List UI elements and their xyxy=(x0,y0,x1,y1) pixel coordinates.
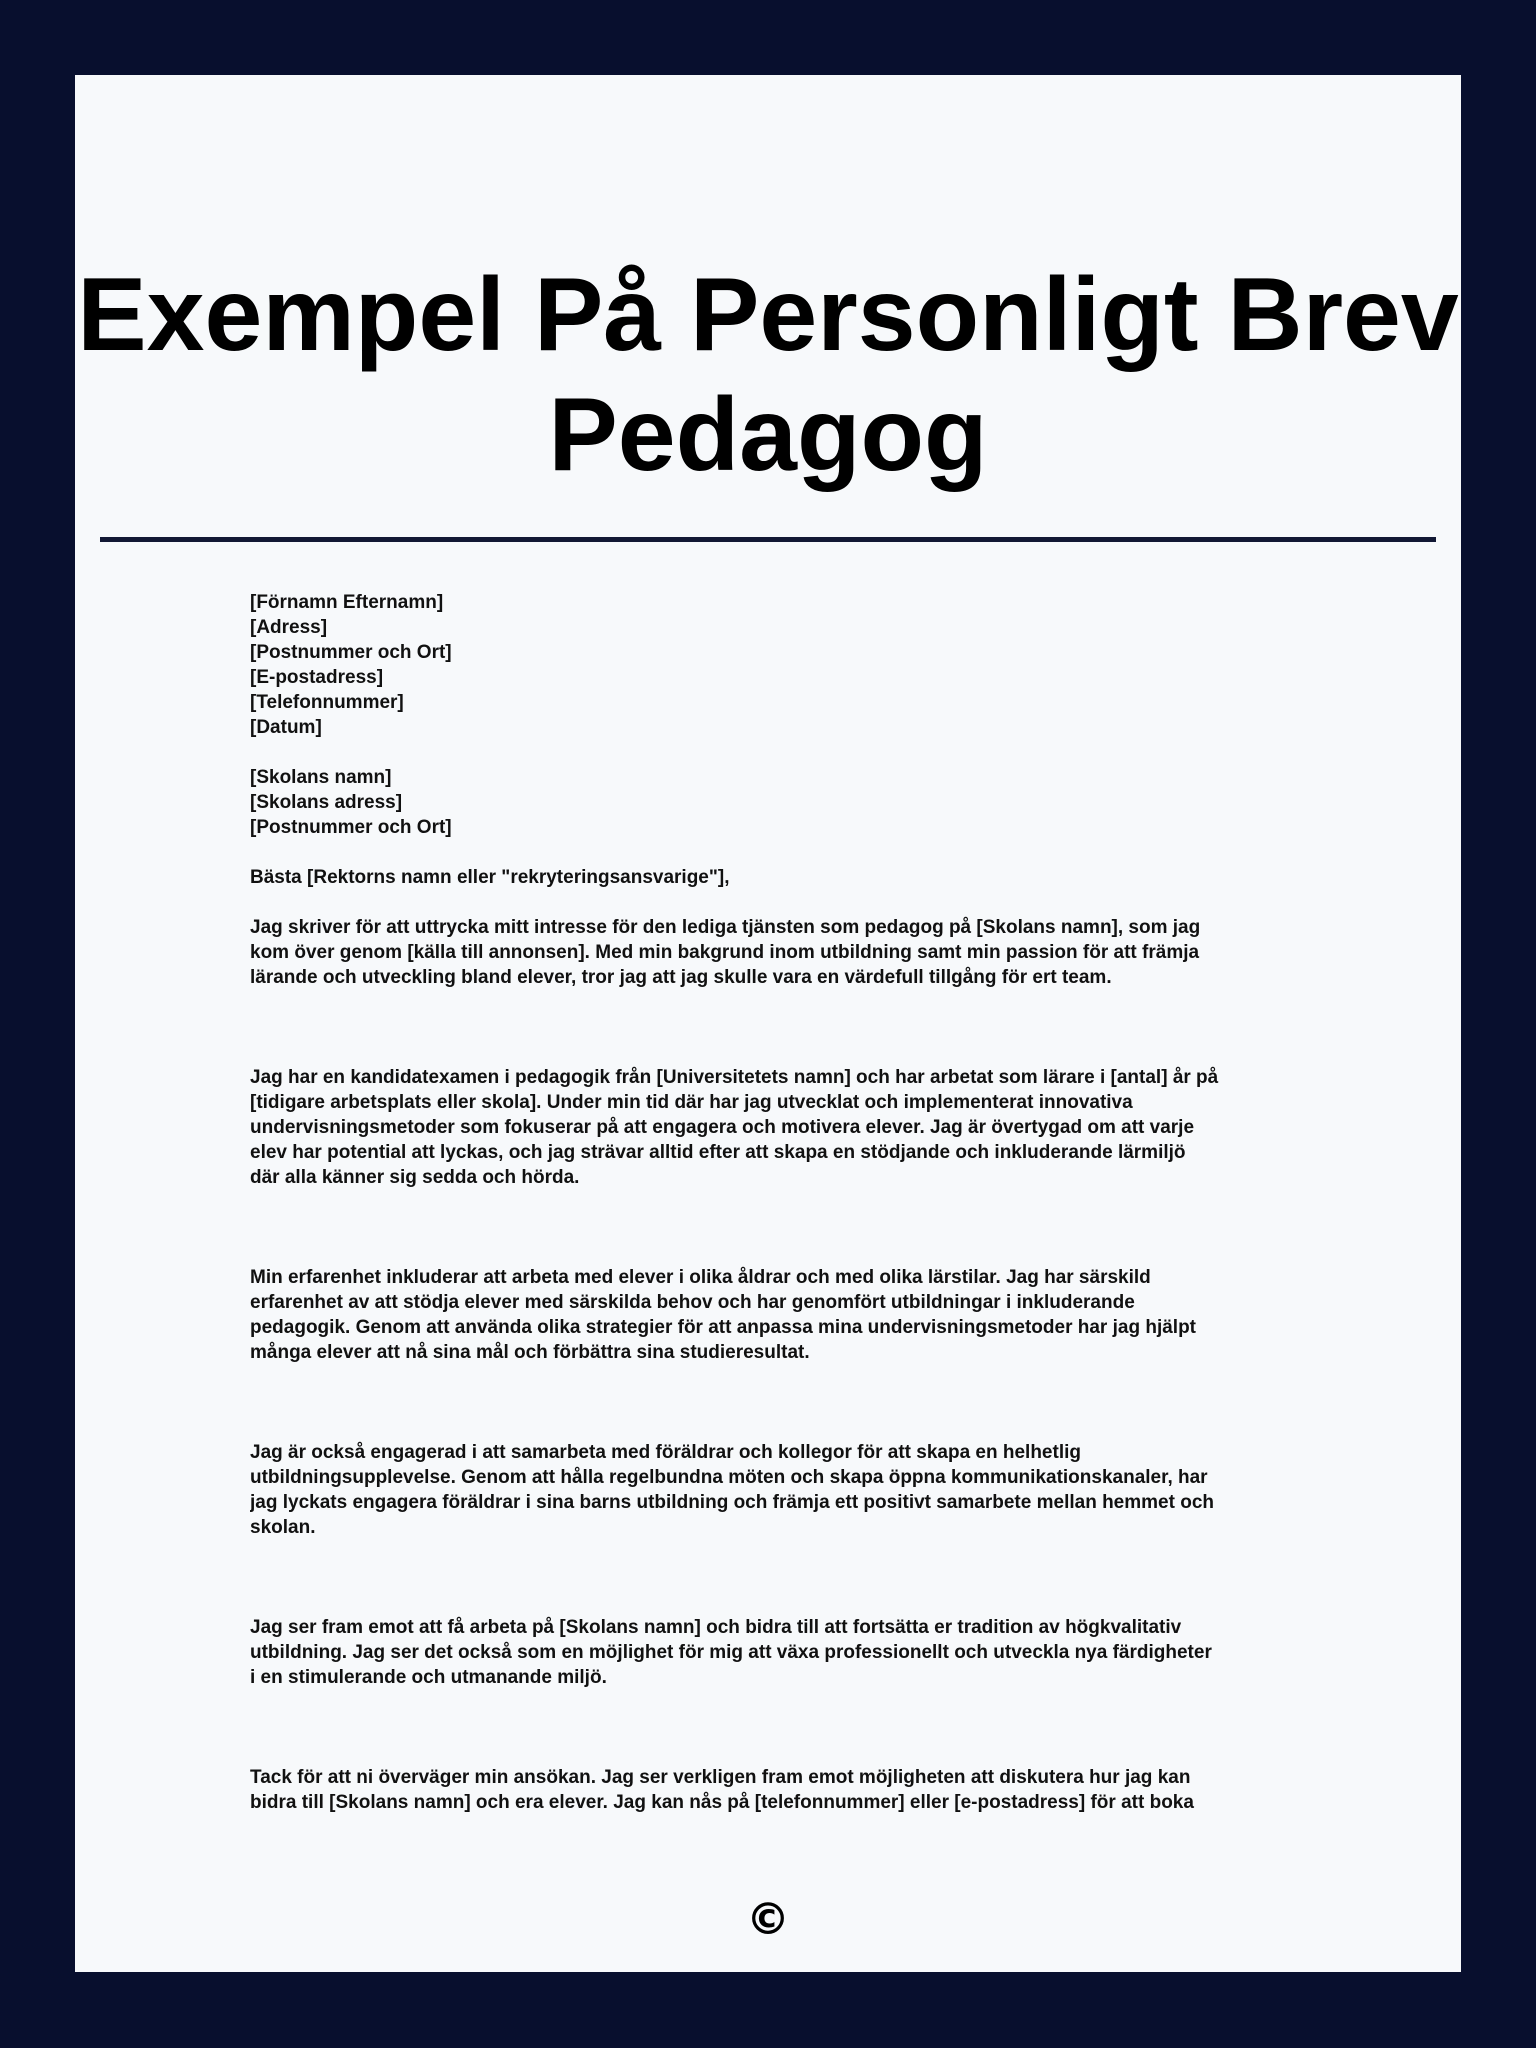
sender-line: [Datum] xyxy=(250,717,322,738)
recipient-line: [Skolans adress] xyxy=(250,792,403,813)
paragraph-line: erfarenhet av att stödja elever med särskilda behov och har genomfört utbildningar i inkluderande xyxy=(250,1292,1135,1313)
paragraph-line: Jag ser fram emot att få arbeta på [Skolans namn] och bidra till att fortsätta er tradition av högkvalitativ xyxy=(250,1617,1182,1638)
letter-body xyxy=(250,590,1290,1890)
paragraph-line: bidra till [Skolans namn] och era elever. Jag kan nås på [telefonnummer] eller [e-postadress] för att boka xyxy=(250,1792,1194,1813)
recipient-line: [Skolans namn] xyxy=(250,767,392,788)
title-line-1: Exempel På Personligt Brev xyxy=(77,257,1459,373)
paragraph-line: Jag är också engagerad i att samarbeta med föräldrar och kollegor för att skapa en helhetlig xyxy=(250,1442,1081,1463)
paragraph-line: Min erfarenhet inkluderar att arbeta med elever i olika åldrar och med olika lärstilar. Jag har särskild xyxy=(250,1267,1151,1288)
document-page xyxy=(75,75,1461,1972)
paragraph-line: många elever att nå sina mål och förbättra sina studieresultat. xyxy=(250,1342,810,1363)
page-title xyxy=(75,255,1461,495)
paragraph-line: kom över genom [källa till annonsen]. Med min bakgrund inom utbildning samt min passion för att främja xyxy=(250,942,1200,963)
paragraph-line: pedagogik. Genom att använda olika strategier för att anpassa mina undervisningsmetoder har jag hjälpt xyxy=(250,1317,1197,1338)
sender-line: [E-postadress] xyxy=(250,667,384,688)
paragraph-line: Tack för att ni överväger min ansökan. Jag ser verkligen fram emot möjligheten att diskutera hur jag kan xyxy=(250,1767,1191,1788)
paragraph-line: Jag har en kandidatexamen i pedagogik från [Universitetets namn] och har arbetat som lärare i [antal] år på xyxy=(250,1067,1219,1088)
paragraph xyxy=(250,1765,1290,1815)
sender-block xyxy=(250,590,1290,740)
paragraph-line: utbildning. Jag ser det också som en möjlighet för mig att växa professionellt och utveckla nya färdigheter xyxy=(250,1642,1212,1663)
paragraph xyxy=(250,1615,1290,1690)
title-divider xyxy=(100,537,1436,542)
sender-line: [Adress] xyxy=(250,617,328,638)
paragraph-line: utbildningsupplevelse. Genom att hålla regelbundna möten och skapa öppna kommunikationskanaler, har xyxy=(250,1467,1208,1488)
paragraph xyxy=(250,915,1290,990)
paragraph xyxy=(250,1440,1290,1540)
paragraph-line: elev har potential att lyckas, och jag strävar alltid efter att skapa en stödjande och inkluderande lärmiljö xyxy=(250,1142,1186,1163)
paragraph-line: skolan. xyxy=(250,1517,316,1538)
paragraph xyxy=(250,1265,1290,1365)
copyright-icon: © xyxy=(746,1894,790,1945)
paragraph-line: undervisningsmetoder som fokuserar på att engagera och motivera elever. Jag är övertygad om att varje xyxy=(250,1117,1195,1138)
recipient-block xyxy=(250,765,1290,840)
paragraph-line: jag lyckats engagera föräldrar i sina barns utbildning och främja ett positivt samarbete mellan hemmet och xyxy=(250,1492,1214,1513)
paragraph-line: [tidigare arbetsplats eller skola]. Under min tid där har jag utvecklat och implementerat innovativa xyxy=(250,1092,1133,1113)
recipient-line: [Postnummer och Ort] xyxy=(250,817,452,838)
sender-line: [Postnummer och Ort] xyxy=(250,642,452,663)
paragraph-line: Jag skriver för att uttrycka mitt intresse för den lediga tjänsten som pedagog på [Skolans namn], som jag xyxy=(250,917,1201,938)
paragraph-line: där alla känner sig sedda och hörda. xyxy=(250,1167,580,1188)
paragraph xyxy=(250,1065,1290,1190)
paragraph-line: i en stimulerande och utmanande miljö. xyxy=(250,1667,607,1688)
sender-line: [Förnamn Efternamn] xyxy=(250,592,444,613)
paragraph-line: lärande och utveckling bland elever, tror jag att jag skulle vara en värdefull tillgång för ert team. xyxy=(250,967,1112,988)
title-line-2: Pedagog xyxy=(548,377,988,493)
greeting: Bästa [Rektorns namn eller "rekryteringsansvarige"], xyxy=(250,867,730,888)
sender-line: [Telefonnummer] xyxy=(250,692,404,713)
